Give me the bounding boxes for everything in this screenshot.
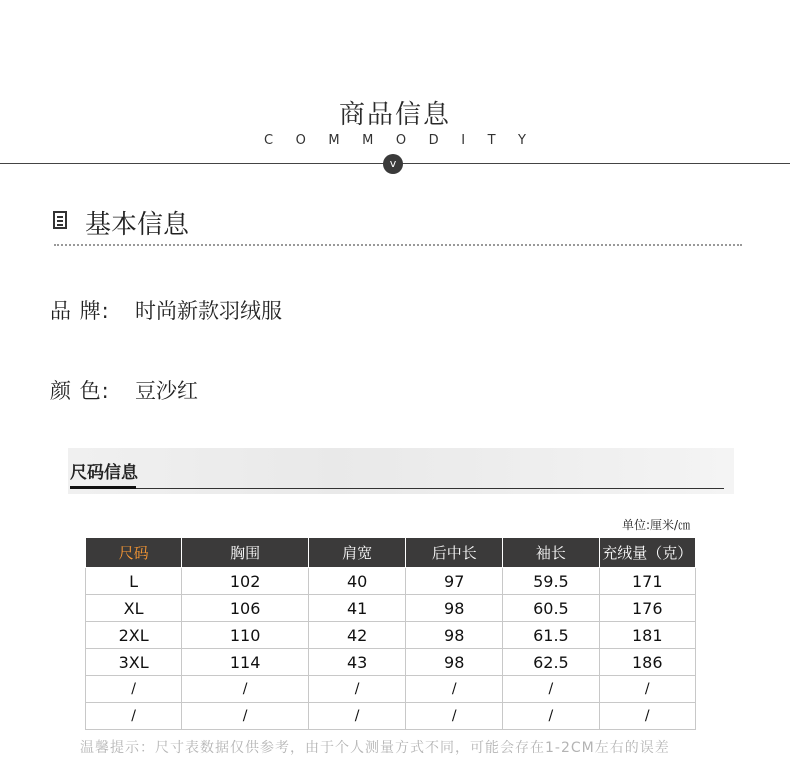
- table-cell: 98: [406, 595, 503, 622]
- table-cell: 102: [182, 568, 309, 595]
- color-label: 颜 色:: [50, 379, 110, 403]
- table-cell: /: [86, 703, 182, 730]
- size-title-underline: [70, 486, 136, 489]
- table-row: [86, 568, 696, 595]
- table-cell: /: [182, 703, 309, 730]
- size-info-title: 尺码信息: [70, 463, 138, 483]
- table-cell: 114: [182, 649, 309, 676]
- dotted-divider: [54, 244, 742, 246]
- table-cell: 40: [309, 568, 406, 595]
- column-header: 胸围: [182, 538, 309, 568]
- table-cell: 176: [599, 595, 695, 622]
- section-subtitle: [264, 133, 526, 148]
- table-cell: 60.5: [503, 595, 599, 622]
- table-cell: 2XL: [86, 622, 182, 649]
- section-title: 商品信息: [338, 100, 451, 130]
- size-divider: [70, 488, 724, 489]
- table-cell: /: [309, 703, 406, 730]
- column-header: 袖长: [503, 538, 599, 568]
- table-cell: 97: [406, 568, 503, 595]
- table-row: [86, 703, 696, 730]
- brand-label: 品 牌:: [50, 299, 110, 323]
- brand-value: 时尚新款羽绒服: [135, 299, 282, 323]
- table-cell: 171: [599, 568, 695, 595]
- table-cell: 98: [406, 649, 503, 676]
- table-cell: 186: [599, 649, 695, 676]
- table-cell: 3XL: [86, 649, 182, 676]
- chevron-down-icon: v: [383, 154, 403, 174]
- subtitle-letter: Y: [518, 133, 526, 148]
- subtitle-letter: M: [362, 133, 374, 148]
- table-cell: /: [406, 676, 503, 703]
- table-cell: /: [503, 703, 599, 730]
- table-row: [86, 595, 696, 622]
- table-cell: 41: [309, 595, 406, 622]
- table-cell: 98: [406, 622, 503, 649]
- subtitle-letter: I: [461, 133, 466, 148]
- column-header: 充绒量（克）: [599, 538, 695, 568]
- table-cell: 42: [309, 622, 406, 649]
- size-tip: 温馨提示：尺寸表数据仅供参考，由于个人测量方式不同，可能会存在1-2CM左右的误差: [80, 740, 670, 756]
- table-cell: /: [86, 676, 182, 703]
- basic-info-title: 基本信息: [85, 210, 190, 240]
- subtitle-letter: O: [295, 133, 306, 148]
- table-row: [86, 622, 696, 649]
- table-cell: /: [309, 676, 406, 703]
- table-cell: /: [182, 676, 309, 703]
- color-value: 豆沙红: [135, 379, 198, 403]
- table-cell: L: [86, 568, 182, 595]
- subtitle-letter: T: [487, 133, 496, 148]
- subtitle-letter: M: [328, 133, 340, 148]
- table-cell: /: [406, 703, 503, 730]
- column-header: 后中长: [406, 538, 503, 568]
- subtitle-letter: C: [264, 133, 274, 148]
- subtitle-letter: O: [395, 133, 407, 148]
- table-row: [86, 676, 696, 703]
- table-cell: 43: [309, 649, 406, 676]
- table-header-row: [86, 538, 696, 568]
- table-row: [86, 649, 696, 676]
- document-list-icon: [53, 211, 67, 229]
- table-cell: 61.5: [503, 622, 599, 649]
- table-cell: 110: [182, 622, 309, 649]
- column-header: 肩宽: [309, 538, 406, 568]
- table-cell: 181: [599, 622, 695, 649]
- table-cell: XL: [86, 595, 182, 622]
- table-cell: 106: [182, 595, 309, 622]
- table-cell: /: [599, 703, 695, 730]
- size-table: [85, 537, 696, 730]
- subtitle-letter: D: [428, 133, 439, 148]
- table-cell: /: [599, 676, 695, 703]
- unit-label: 单位:厘米/㎝: [622, 518, 691, 532]
- table-cell: /: [503, 676, 599, 703]
- table-cell: 59.5: [503, 568, 599, 595]
- table-cell: 62.5: [503, 649, 599, 676]
- column-header: 尺码: [86, 538, 182, 568]
